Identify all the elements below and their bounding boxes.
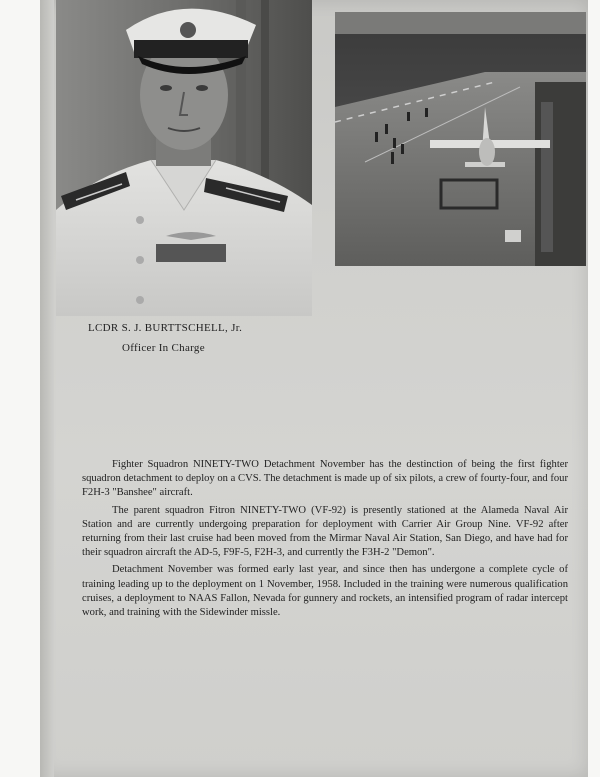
- paragraph: Detachment November was formed early last year, and since then has undergone a complete cycle of training leading up to the deployment on 1 November, 1958. Included in the training were numerous qualification cruises, a deployment to NAAS Fallon, Nevada for gunnery and rockets, an intensified program of radar intercept work, and training with the Sidewinder missle.: [82, 564, 568, 619]
- officer-name: LCDR S. J. BURTTSCHELL, Jr.: [88, 322, 243, 334]
- paragraph: The parent squadron Fitron NINETY-TWO (VF-92) is presently stationed at the Alameda Naval Air Station and are currently undergoing preparation for deployment with Carrier Air Group Nine. VF-92 after returning from their last cruise had been moved from the Mirmar Naval Air Station, San Diego, and have had for their squadron aircraft the AD-5, F9F-5, F2H-3, and currently the F3H-2 "Demon".: [82, 504, 568, 559]
- officer-role: Officer In Charge: [122, 342, 205, 354]
- article-body: [82, 458, 568, 623]
- page-spine: [40, 0, 54, 777]
- paragraph: Fighter Squadron NINETY-TWO Detachment November has the destinction of being the first fighter squadron detachment to deploy on a CVS. The detachment is made up of six pilots, a crew of fourty-four, and four F2H-3 "Banshee" aircraft.: [82, 459, 568, 499]
- carrier-deck-photo: [335, 12, 586, 266]
- officer-portrait-photo: [56, 0, 312, 316]
